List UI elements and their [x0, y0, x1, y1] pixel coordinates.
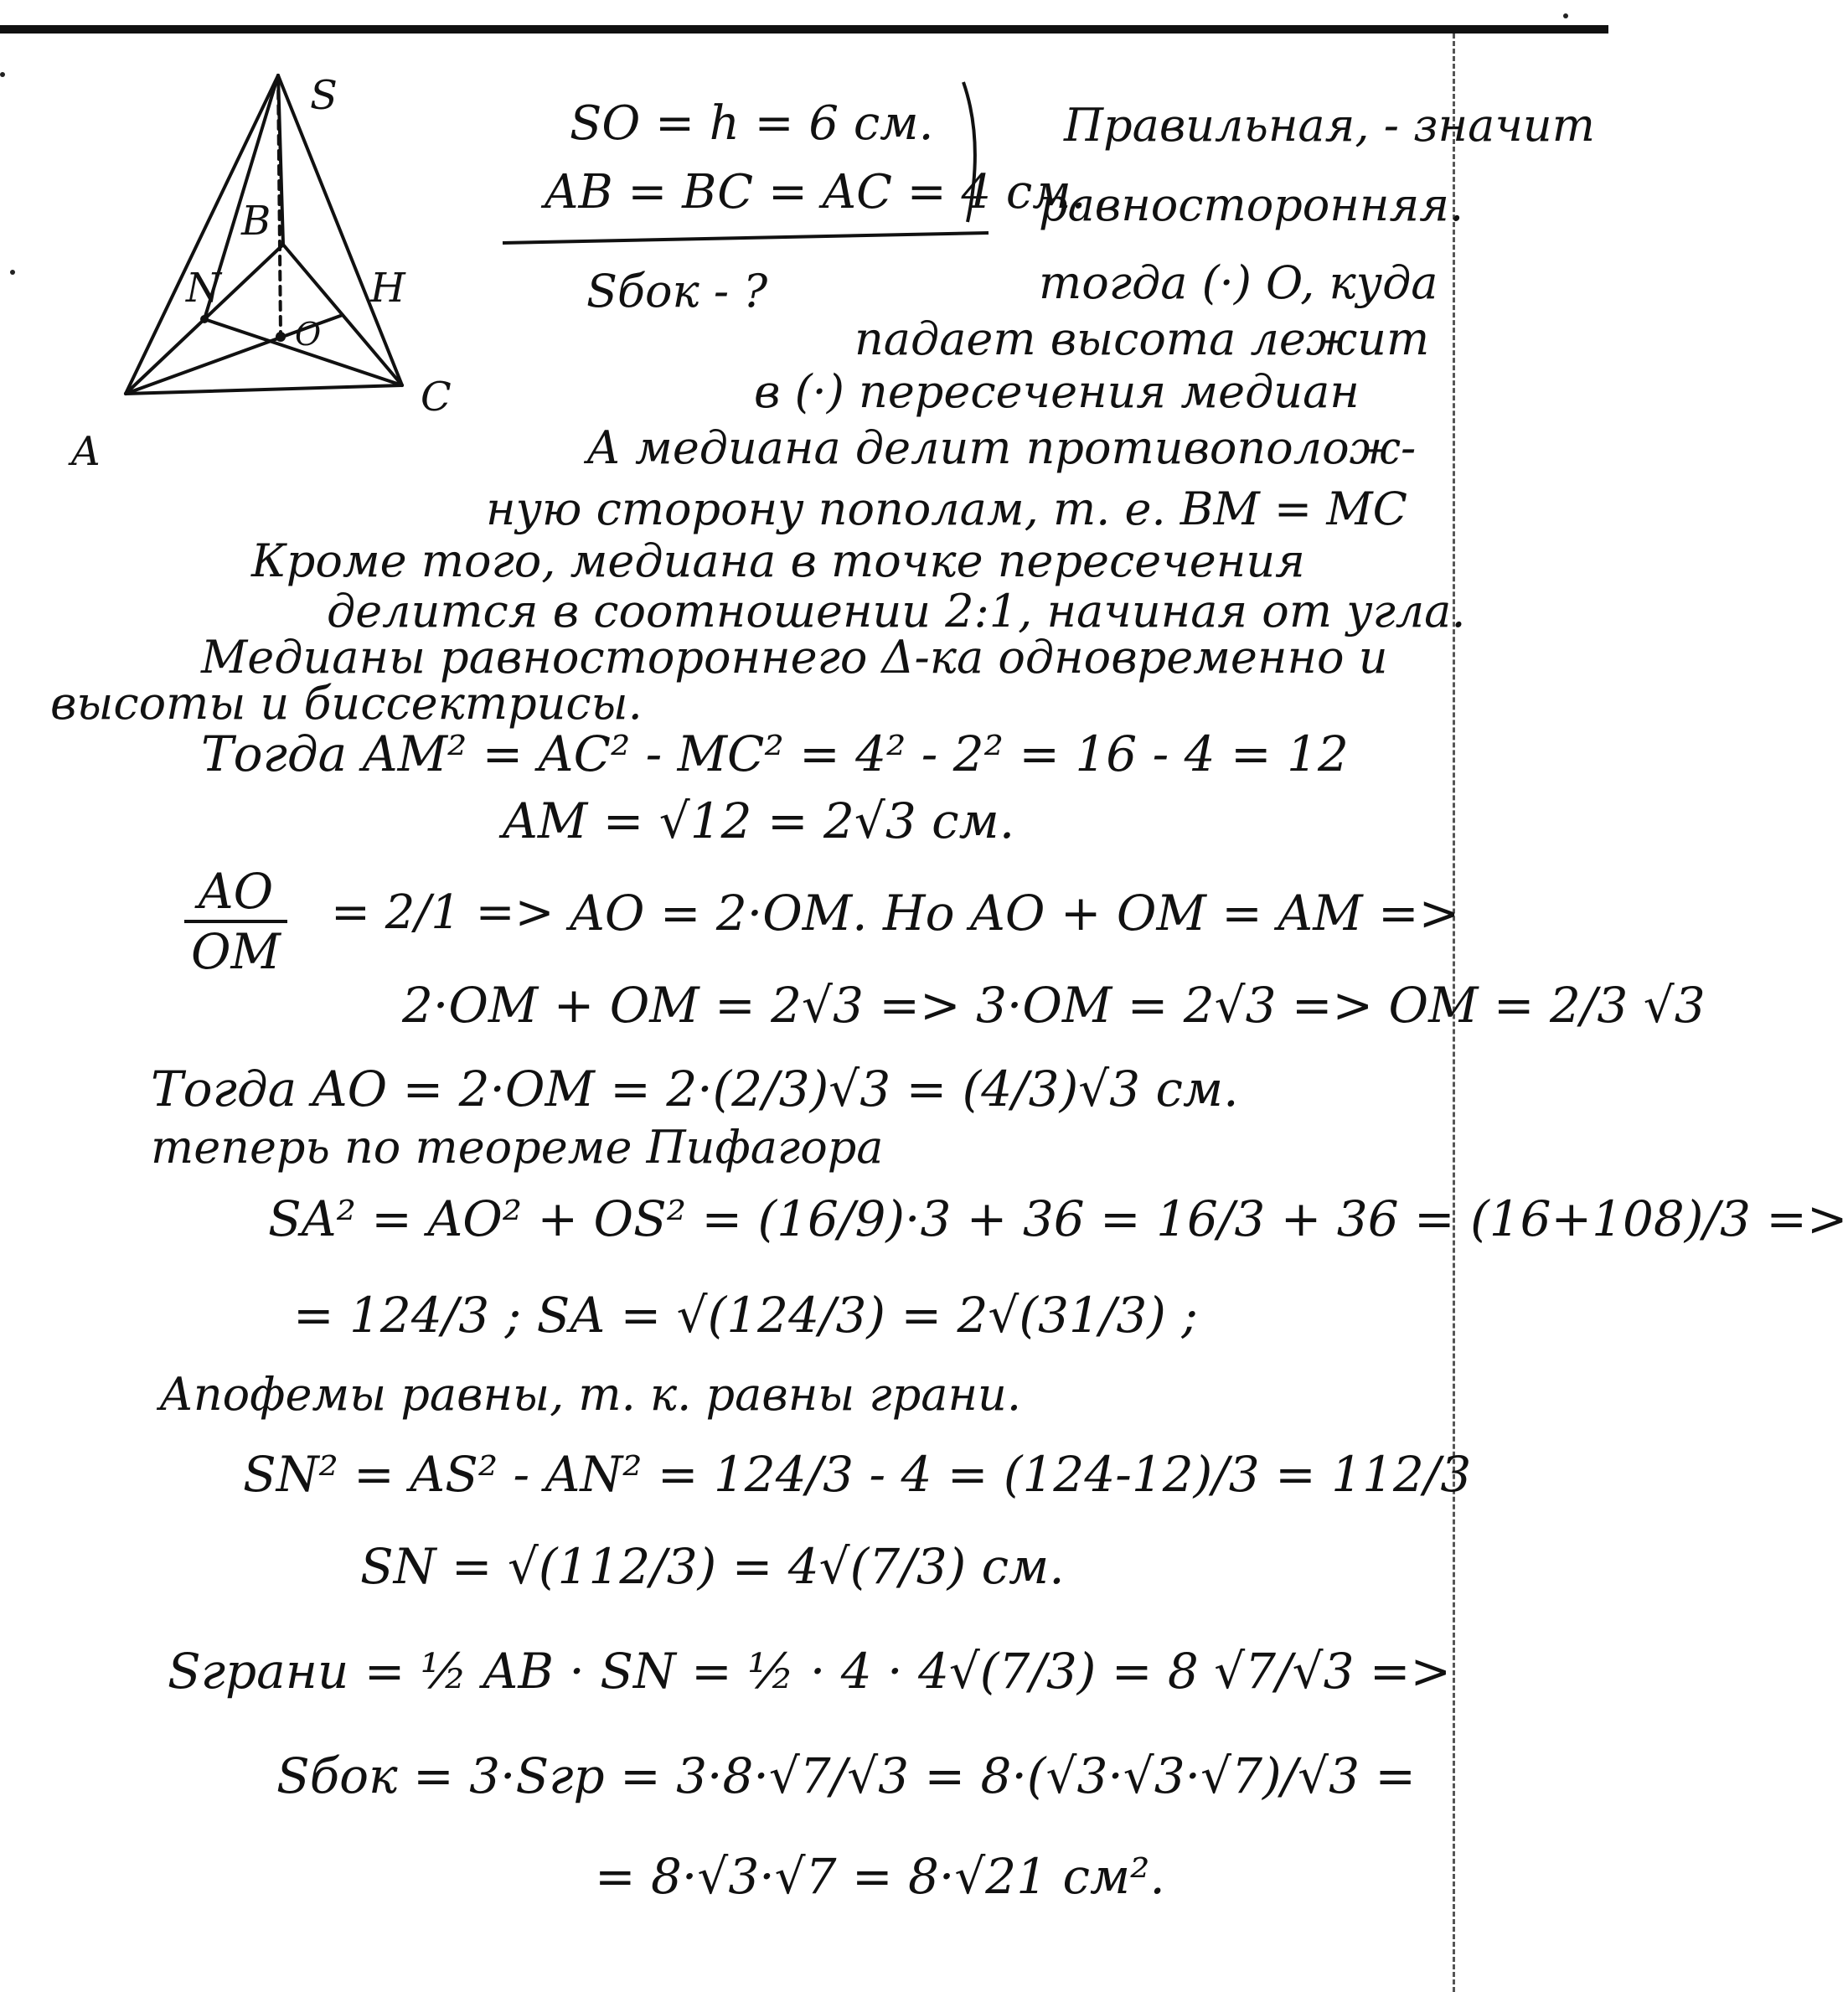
- text-line: Sбок = 3·Sгр = 3·8·√7/√3 = 8·(√3·√3·√7)/√3 =: [276, 1747, 1417, 1804]
- label-B: B: [241, 198, 271, 245]
- text-line: Sграни = ½ AB · SN = ½ · 4 · 4√(7/3) = 8 √7/√3 =>: [168, 1643, 1452, 1700]
- scan-speck: [10, 270, 15, 275]
- scan-speck: [1563, 13, 1568, 18]
- fraction-denominator: OM: [191, 923, 281, 980]
- text-line: 2·OM + OM = 2√3 => 3·OM = 2√3 => OM = 2/3 √3: [402, 977, 1706, 1034]
- scan-speck: [0, 72, 5, 77]
- point-N: [200, 315, 209, 323]
- find-line: Sбок - ?: [586, 265, 768, 317]
- page-top-rule: [0, 25, 1608, 34]
- text-line: = 8·√3·√7 = 8·√21 см².: [595, 1848, 1165, 1905]
- text-line: А медиана делит противополож-: [586, 421, 1417, 474]
- text-line: SA² = AO² + OS² = (16/9)·3 + 36 = 16/3 + 36 = (16+108)/3 =>: [268, 1190, 1848, 1247]
- text-line: Правильная, - значит: [1064, 99, 1595, 152]
- label-H: H: [370, 265, 405, 312]
- text-line: SN = √(112/3) = 4√(7/3) см.: [360, 1538, 1065, 1595]
- text-line: = 124/3 ; SA = √(124/3) = 2√(31/3) ;: [293, 1287, 1198, 1344]
- edge-AC: [126, 385, 402, 394]
- label-N: N: [186, 265, 221, 312]
- text-line: теперь по теореме Пифагора: [151, 1121, 884, 1174]
- text-line: SN² = AS² - AN² = 124/3 - 4 = (124-12)/3 = 112/3: [243, 1446, 1472, 1503]
- label-S: S: [310, 72, 338, 119]
- given-bracket: [494, 75, 997, 268]
- text-line: Тогда AO = 2·OM = 2·(2/3)√3 = (4/3)√3 см.: [151, 1061, 1239, 1117]
- text-line: Тогда AM² = AC² - MC² = 4² - 2² = 16 - 4 = 12: [201, 725, 1349, 782]
- fraction-equals: = 2/1 =>: [331, 885, 555, 940]
- text-line: делится в соотношении 2:1, начиная от угла.: [327, 585, 1466, 637]
- fraction-AO-OM: [184, 863, 287, 980]
- text-line: AM = √12 = 2√3 см.: [503, 792, 1015, 849]
- text-line: равносторонняя.: [1039, 178, 1464, 231]
- given-line-1: SO = h = 6 см.: [570, 96, 934, 151]
- point-O: [276, 332, 286, 342]
- label-A: A: [71, 428, 101, 475]
- text-line: AO = 2·OM. Но AO + OM = AM =>: [570, 885, 1460, 942]
- text-line: падает высота лежит: [854, 312, 1430, 365]
- text-line: Кроме того, медиана в точке пересечения: [251, 534, 1305, 587]
- label-C: C: [421, 374, 452, 421]
- text-line: Медианы равностороннего Δ-ка одновременно и: [201, 631, 1388, 684]
- text-line: высоты и биссектрисы.: [50, 677, 643, 730]
- text-line: тогда (·) O, куда: [1039, 256, 1438, 309]
- given-line-2: AB = BC = AC = 4 см.: [545, 165, 1087, 219]
- text-line: в (·) пересечения медиан: [754, 365, 1360, 418]
- pyramid-diagram: [59, 50, 494, 486]
- text-line: Апофемы равны, т. к. равны грани.: [159, 1368, 1021, 1421]
- fraction-numerator: AO: [184, 863, 287, 923]
- text-line: ную сторону пополам, т. е. BM = MC: [486, 483, 1407, 535]
- label-O: O: [295, 316, 322, 353]
